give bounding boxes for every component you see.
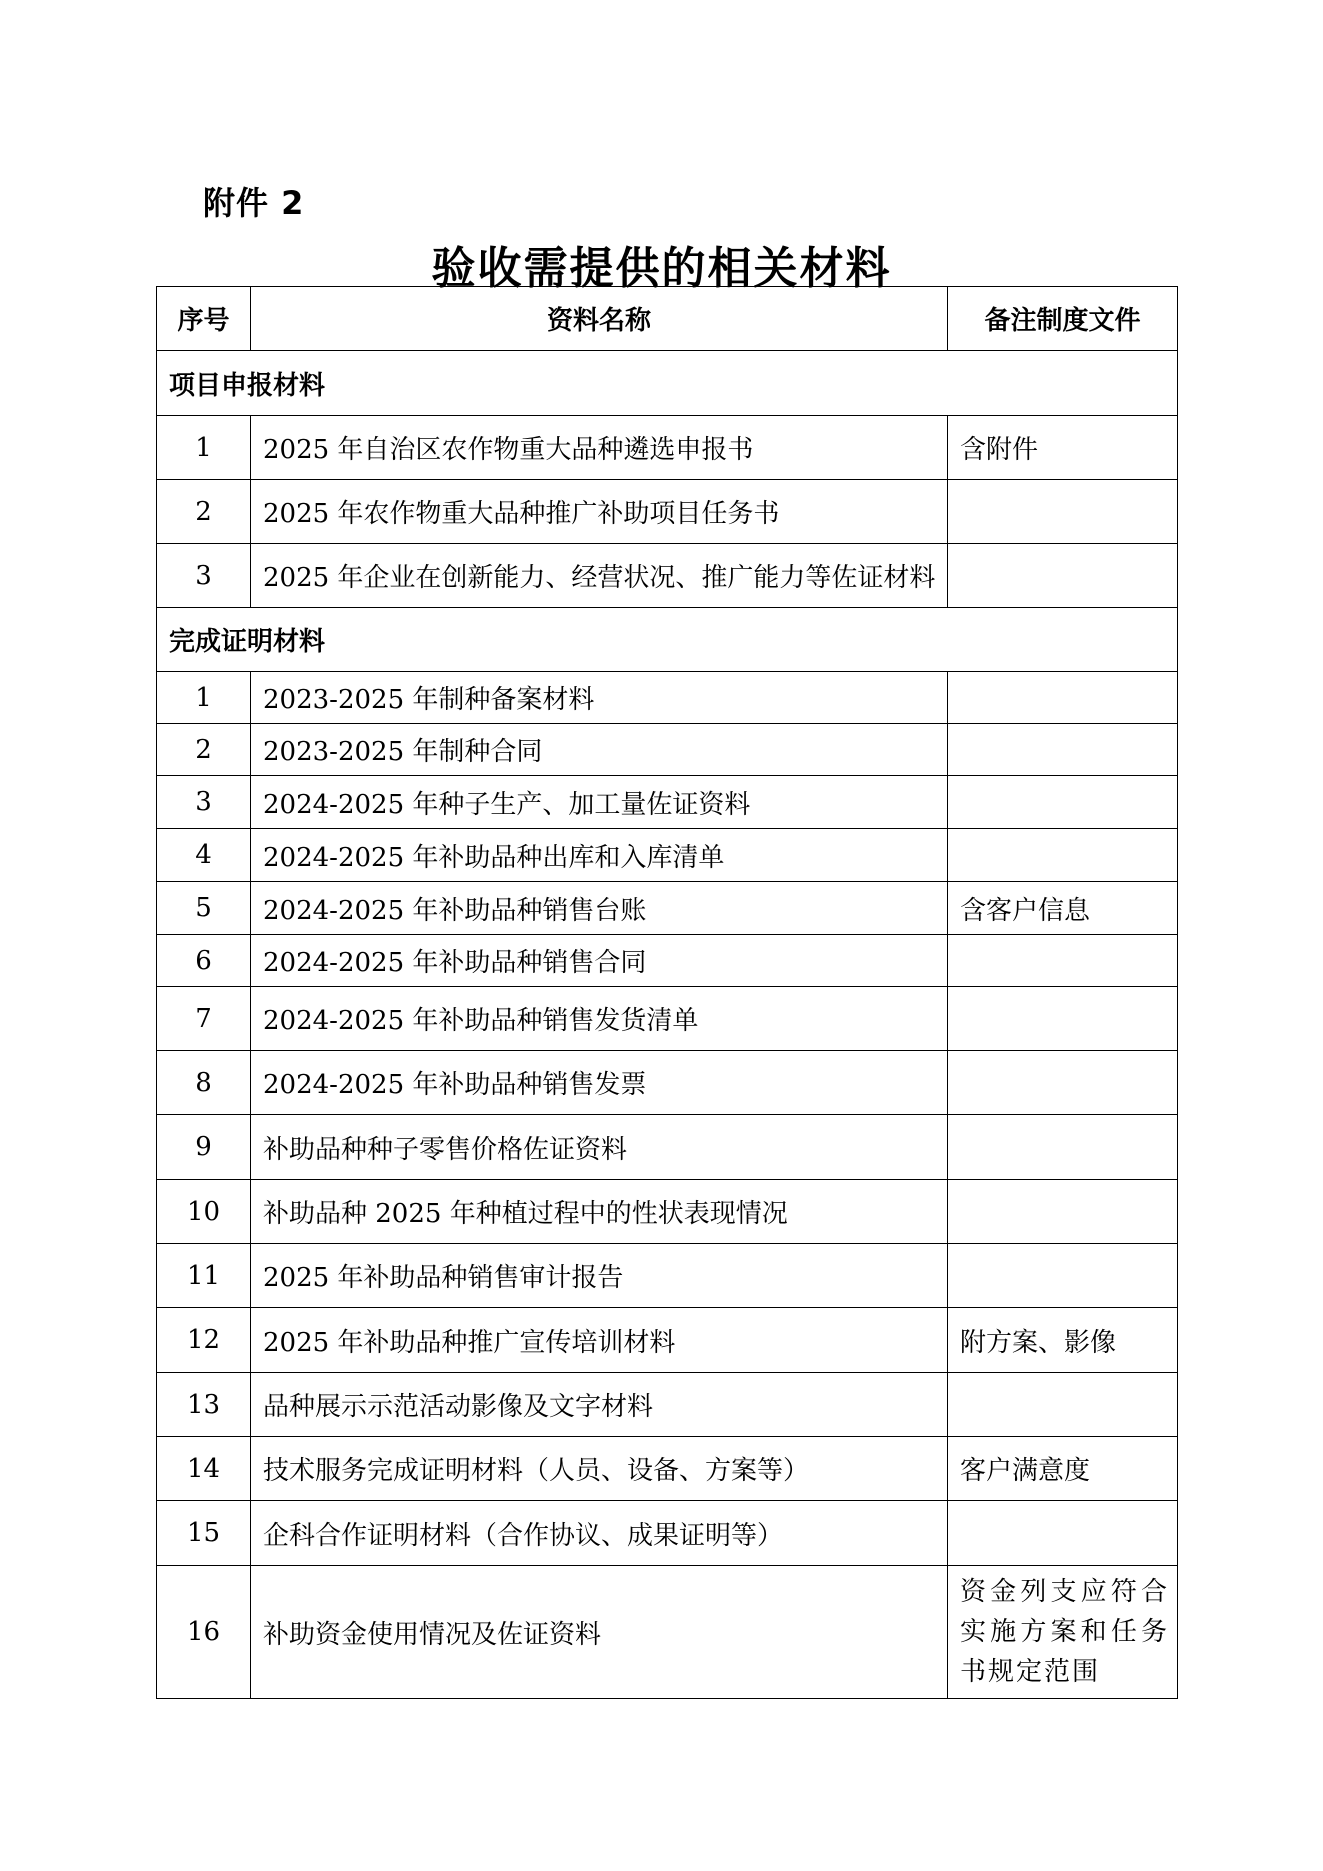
row-name: 品种展示示范活动影像及文字材料 — [251, 1373, 948, 1437]
row-name: 2024-2025 年补助品种销售发货清单 — [251, 987, 948, 1051]
header-note: 备注制度文件 — [948, 287, 1178, 351]
row-num: 13 — [157, 1373, 251, 1437]
row-num: 1 — [157, 672, 251, 724]
section-row — [157, 351, 1178, 416]
row-note — [948, 1051, 1178, 1115]
page-title: 验收需提供的相关材料 — [431, 243, 892, 294]
table-row — [157, 1308, 1178, 1373]
table-row — [157, 1244, 1178, 1308]
table-row — [157, 935, 1178, 987]
row-name: 补助品种 2025 年种植过程中的性状表现情况 — [251, 1180, 948, 1244]
row-num: 16 — [157, 1566, 251, 1699]
table-row — [157, 724, 1178, 776]
row-num: 5 — [157, 882, 251, 935]
row-note — [948, 1115, 1178, 1180]
row-num: 3 — [157, 776, 251, 829]
row-name: 2024-2025 年补助品种出库和入库清单 — [251, 829, 948, 882]
row-name: 2025 年企业在创新能力、经营状况、推广能力等佐证材料 — [251, 544, 948, 608]
header-num: 序号 — [157, 287, 251, 351]
row-note — [948, 1501, 1178, 1566]
table-row — [157, 1437, 1178, 1501]
row-note — [948, 987, 1178, 1051]
row-name: 2024-2025 年补助品种销售合同 — [251, 935, 948, 987]
row-note — [948, 776, 1178, 829]
row-name: 2023-2025 年制种备案材料 — [251, 672, 948, 724]
row-name: 补助品种种子零售价格佐证资料 — [251, 1115, 948, 1180]
section-row — [157, 608, 1178, 672]
table-row — [157, 987, 1178, 1051]
section-title: 项目申报材料 — [157, 351, 1178, 416]
row-num: 1 — [157, 416, 251, 480]
row-num: 6 — [157, 935, 251, 987]
row-name: 2024-2025 年种子生产、加工量佐证资料 — [251, 776, 948, 829]
section-title: 完成证明材料 — [157, 608, 1178, 672]
row-num: 14 — [157, 1437, 251, 1501]
table-row — [157, 480, 1178, 544]
table-row — [157, 1115, 1178, 1180]
row-num: 2 — [157, 480, 251, 544]
row-note: 附方案、影像 — [948, 1308, 1178, 1373]
table-row — [157, 1180, 1178, 1244]
table-row — [157, 1566, 1178, 1699]
row-note — [948, 1180, 1178, 1244]
row-note — [948, 480, 1178, 544]
row-num: 15 — [157, 1501, 251, 1566]
row-name: 2024-2025 年补助品种销售发票 — [251, 1051, 948, 1115]
row-name: 企科合作证明材料（合作协议、成果证明等） — [251, 1501, 948, 1566]
row-num: 4 — [157, 829, 251, 882]
row-note: 含附件 — [948, 416, 1178, 480]
row-name: 技术服务完成证明材料（人员、设备、方案等） — [251, 1437, 948, 1501]
table-row — [157, 544, 1178, 608]
attachment-label: 附件 2 — [203, 184, 305, 222]
row-note — [948, 544, 1178, 608]
table-row — [157, 416, 1178, 480]
row-note: 资金列支应符合实施方案和任务书规定范围 — [948, 1566, 1178, 1699]
row-num: 2 — [157, 724, 251, 776]
row-note: 客户满意度 — [948, 1437, 1178, 1501]
row-name: 2025 年自治区农作物重大品种遴选申报书 — [251, 416, 948, 480]
row-note — [948, 724, 1178, 776]
table-row — [157, 1501, 1178, 1566]
row-note — [948, 1244, 1178, 1308]
row-num: 8 — [157, 1051, 251, 1115]
row-note — [948, 935, 1178, 987]
row-name: 2024-2025 年补助品种销售台账 — [251, 882, 948, 935]
row-name: 2023-2025 年制种合同 — [251, 724, 948, 776]
row-name: 2025 年农作物重大品种推广补助项目任务书 — [251, 480, 948, 544]
row-name: 2025 年补助品种推广宣传培训材料 — [251, 1308, 948, 1373]
row-num: 9 — [157, 1115, 251, 1180]
row-num: 3 — [157, 544, 251, 608]
table-row — [157, 776, 1178, 829]
table-row — [157, 1373, 1178, 1437]
materials-table — [156, 286, 1178, 1699]
row-note — [948, 1373, 1178, 1437]
table-row — [157, 829, 1178, 882]
table-row — [157, 672, 1178, 724]
table-row — [157, 882, 1178, 935]
row-num: 11 — [157, 1244, 251, 1308]
row-note — [948, 829, 1178, 882]
header-name: 资料名称 — [251, 287, 948, 351]
row-name: 2025 年补助品种销售审计报告 — [251, 1244, 948, 1308]
row-num: 7 — [157, 987, 251, 1051]
row-note: 含客户信息 — [948, 882, 1178, 935]
row-note — [948, 672, 1178, 724]
table-row — [157, 1051, 1178, 1115]
row-name: 补助资金使用情况及佐证资料 — [251, 1566, 948, 1699]
row-num: 10 — [157, 1180, 251, 1244]
table-header-row — [157, 287, 1178, 351]
row-num: 12 — [157, 1308, 251, 1373]
